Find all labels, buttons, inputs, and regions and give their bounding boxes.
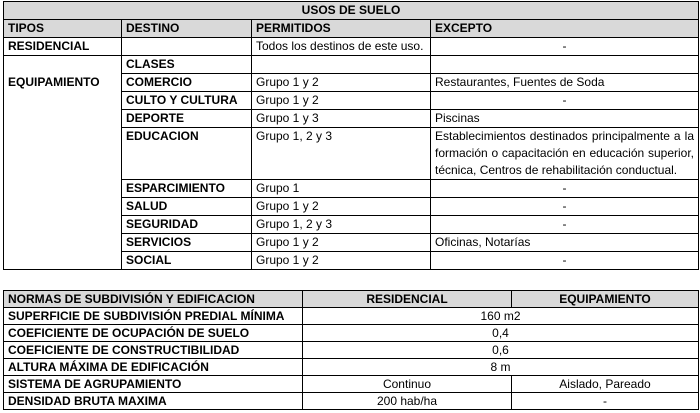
destino-cell <box>122 38 252 56</box>
permitidos-cell: Grupo 1 y 2 <box>252 234 431 252</box>
excepto-cell <box>431 56 699 74</box>
permitidos-cell: Todos los destinos de este uso. <box>252 38 431 56</box>
permitidos-cell: Grupo 1, 2 y 3 <box>252 216 431 234</box>
header-equipamiento: EQUIPAMIENTO <box>512 291 699 308</box>
destino-cell: COMERCIO <box>122 74 252 92</box>
norm-label: DENSIDAD BRUTA MAXIMA <box>4 393 303 410</box>
norm-label: SUPERFICIE DE SUBDIVISIÓN PREDIAL MÍNIMA <box>4 308 303 325</box>
header-tipos: TIPOS <box>4 20 122 38</box>
excepto-cell: Restaurantes, Fuentes de Soda <box>431 74 699 92</box>
permitidos-cell: Grupo 1 y 2 <box>252 198 431 216</box>
norm-label: SISTEMA DE AGRUPAMIENTO <box>4 376 303 393</box>
permitidos-cell: Grupo 1 y 2 <box>252 74 431 92</box>
norm-value: 0,4 <box>303 325 699 342</box>
excepto-cell: Establecimientos destinados principalmente a la formación o capacitación en educación superior, técnica, Centros de rehabilitación conductual. <box>431 128 699 180</box>
destino-cell: CULTO Y CULTURA <box>122 92 252 110</box>
tipo-blank <box>4 56 122 74</box>
clases-label: CLASES <box>122 56 252 74</box>
permitidos-cell: Grupo 1 y 3 <box>252 110 431 128</box>
excepto-cell: - <box>431 180 699 198</box>
table-row <box>4 325 699 342</box>
tipo-residencial: RESIDENCIAL <box>4 38 122 56</box>
norm-label: COEFICIENTE DE OCUPACIÓN DE SUELO <box>4 325 303 342</box>
excepto-cell: Oficinas, Notarías <box>431 234 699 252</box>
header-residencial: RESIDENCIAL <box>303 291 512 308</box>
excepto-cell: Piscinas <box>431 110 699 128</box>
norm-label: ALTURA MÁXIMA DE EDIFICACIÓN <box>4 359 303 376</box>
tipo-equipamiento: EQUIPAMIENTO <box>4 74 122 270</box>
table-row <box>4 56 699 74</box>
header-permitidos: PERMITIDOS <box>252 20 431 38</box>
table-row <box>4 74 699 92</box>
permitidos-cell: Grupo 1 y 2 <box>252 252 431 270</box>
destino-cell: ESPARCIMIENTO <box>122 180 252 198</box>
table-row <box>4 38 699 56</box>
excepto-cell: - <box>431 92 699 110</box>
destino-cell: SERVICIOS <box>122 234 252 252</box>
header-excepto: EXCEPTO <box>431 20 699 38</box>
permitidos-cell: Grupo 1, 2 y 3 <box>252 128 431 180</box>
norm-value: 160 m2 <box>303 308 699 325</box>
norm-value-equipamiento: Aislado, Pareado <box>512 376 699 393</box>
destino-cell: DEPORTE <box>122 110 252 128</box>
permitidos-cell: Grupo 1 y 2 <box>252 92 431 110</box>
header-destino: DESTINO <box>122 20 252 38</box>
destino-cell: EDUCACION <box>122 128 252 180</box>
table-row <box>4 393 699 410</box>
excepto-cell: - <box>431 252 699 270</box>
excepto-cell: - <box>431 216 699 234</box>
header-normas: NORMAS DE SUBDIVISIÓN Y EDIFICACION <box>4 291 303 308</box>
table-title: USOS DE SUELO <box>4 2 699 20</box>
table-row <box>4 308 699 325</box>
norm-value: 8 m <box>303 359 699 376</box>
permitidos-cell <box>252 56 431 74</box>
normas-table <box>3 290 699 410</box>
destino-cell: SALUD <box>122 198 252 216</box>
norm-value-equipamiento: - <box>512 393 699 410</box>
excepto-cell: - <box>431 38 699 56</box>
destino-cell: SOCIAL <box>122 252 252 270</box>
destino-cell: SEGURIDAD <box>122 216 252 234</box>
norm-value: 0,6 <box>303 342 699 359</box>
table-row <box>4 376 699 393</box>
excepto-cell: - <box>431 198 699 216</box>
table-row <box>4 359 699 376</box>
norm-value-residencial: 200 hab/ha <box>303 393 512 410</box>
norm-label: COEFICIENTE DE CONSTRUCTIBILIDAD <box>4 342 303 359</box>
usos-de-suelo-table <box>3 1 699 270</box>
permitidos-cell: Grupo 1 <box>252 180 431 198</box>
norm-value-residencial: Continuo <box>303 376 512 393</box>
table-row <box>4 342 699 359</box>
